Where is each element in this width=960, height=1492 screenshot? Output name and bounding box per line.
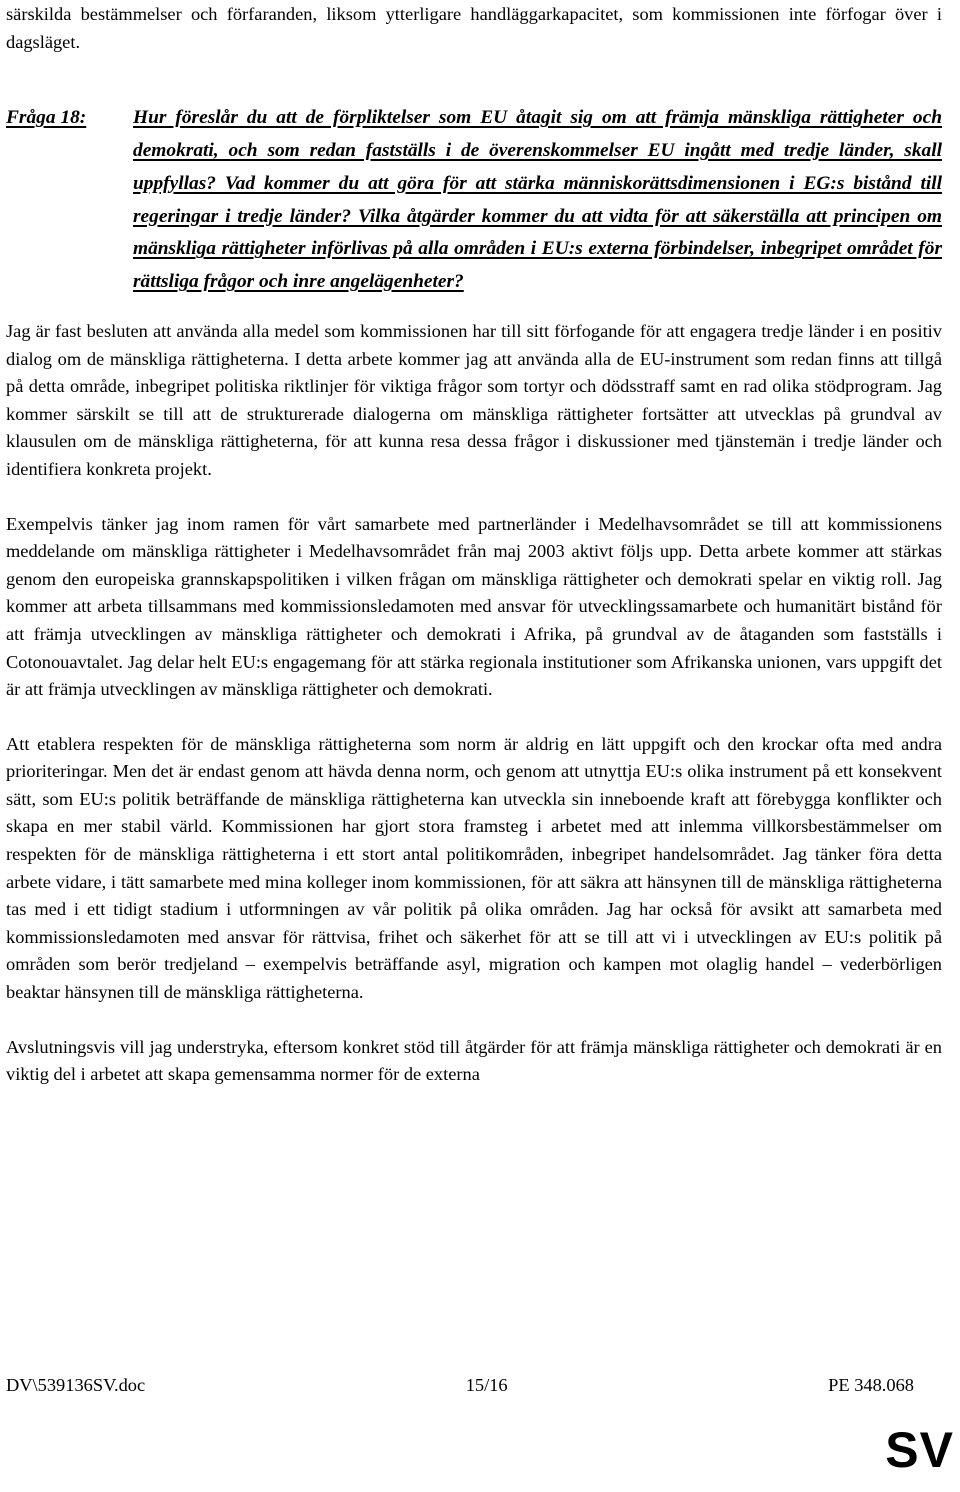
footer-pe-ref: PE 348.068 bbox=[828, 1375, 914, 1395]
intro-paragraph: särskilda bestämmelser och förfaranden, liksom ytterligare handläggarkapacitet, som kommissionen inte förfogar över i dagsläget. bbox=[6, 4, 942, 52]
language-mark: SV bbox=[885, 1422, 954, 1478]
question-label: Fråga 18: bbox=[6, 107, 87, 129]
page-footer bbox=[6, 1373, 914, 1397]
answer-paragraph-3: Att etablera respekten för de mänskliga rättigheterna som norm är aldrig en lätt uppgift och den krockar ofta med andra prioriteringar. Men det är endast genom att hävda denna norm, och genom att utnyttja EU:s olika instrument på ett konsekvent sätt, som EU:s politik beträffande de mänskliga rättigheterna kan utveckla sin inneboende kraft att förebygga konflikter och skapa en mer stabil värld. Kommissionen har gjort stora framsteg i arbetet med att inlemma villkorsbestämmelser om respekten för de mänskliga rättigheterna i ett stort antal politikområden, inbegripet handelsområdet. Jag tänker föra detta arbete vidare, i tätt samarbete med mina kolleger inom kommissionen, för att säkra att hänsynen till de mänskliga rättigheterna tas med i ett tidigt stadium i utformningen av vår politik på olika områden. Jag har också för avsikt att samarbeta med kommissionsledamoten med ansvar för rättvisa, frihet och säkerhet för att se till att vi i utvecklingen av EU:s politik på områden som berör tredjeland – exempelvis beträffande asyl, migration och kampen mot olaglig handel – vederbörligen beaktar hänsynen till de mänskliga rättigheterna. bbox=[6, 733, 942, 1003]
question-text: Hur föreslår du att de förpliktelser som EU åtagit sig om att främja mänskliga rättigheter och demokrati, och som redan fastställs i de överenskommelser EU ingått med tredje länder, skall uppfyllas? Vad kommer du att göra för att stärka människorättsdimensionen i EG:s bistånd till regeringar i tredje länder? Vilka åtgärder kommer du att vidta för att säkerställa att principen om mänskliga rättigheter införlivas på alla områden i EU:s externa förbindelser, inbegripet området för rättsliga frågor och inre angelägenheter? bbox=[133, 107, 942, 293]
answer-paragraph-4: Avslutningsvis vill jag understryka, eftersom konkret stöd till åtgärder för att främja mänskliga rättigheter och demokrati är en viktig del i arbetet att skapa gemensamma normer för de externa bbox=[6, 1036, 942, 1085]
document-page bbox=[6, 0, 942, 1089]
question-block bbox=[6, 102, 942, 299]
footer-doc-ref: DV\539136SV.doc bbox=[6, 1375, 146, 1395]
footer-page-number: 15/16 bbox=[465, 1375, 508, 1395]
answer-paragraph-1: Jag är fast besluten att använda alla medel som kommissionen har till sitt förfogande för att engagera tredje länder i en positiv dialog om de mänskliga rättigheterna. I detta arbete kommer jag att använda alla de EU-instrument som redan finns att tillgå på detta område, inbegripet politiska riktlinjer för viktiga frågor som tortyr och dödsstraff samt en rad olika stödprogram. Jag kommer särskilt se till att de strukturerade dialogerna om mänskliga rättigheter fortsätter att utvecklas på grundval av klausulen om de mänskliga rättigheterna, för att kunna resa dessa frågor i diskussioner med tjänstemän i tredje länder och identifiera konkreta projekt. bbox=[6, 320, 942, 479]
answer-paragraph-2: Exempelvis tänker jag inom ramen för vårt samarbete med partnerländer i Medelhavsområdet se till att kommissionens meddelande om mänskliga rättigheter i Medelhavsområdet från maj 2003 aktivt följs upp. Detta arbete kommer att stärkas genom den europeiska grannskapspolitiken i vilken frågan om mänskliga rättigheter och demokrati spelar en viktig roll. Jag kommer att arbeta tillsammans med kommissionsledamoten med ansvar för utvecklingssamarbete och humanitärt bistånd för att främja utvecklingen av mänskliga rättigheter och demokrati i Afrika, på grundval av de åtaganden som fastställs i Cotonouavtalet. Jag delar helt EU:s engagemang för att stärka regionala institutioner som Afrikanska unionen, vars uppgift det är att främja utvecklingen av mänskliga rättigheter och demokrati. bbox=[6, 513, 942, 700]
